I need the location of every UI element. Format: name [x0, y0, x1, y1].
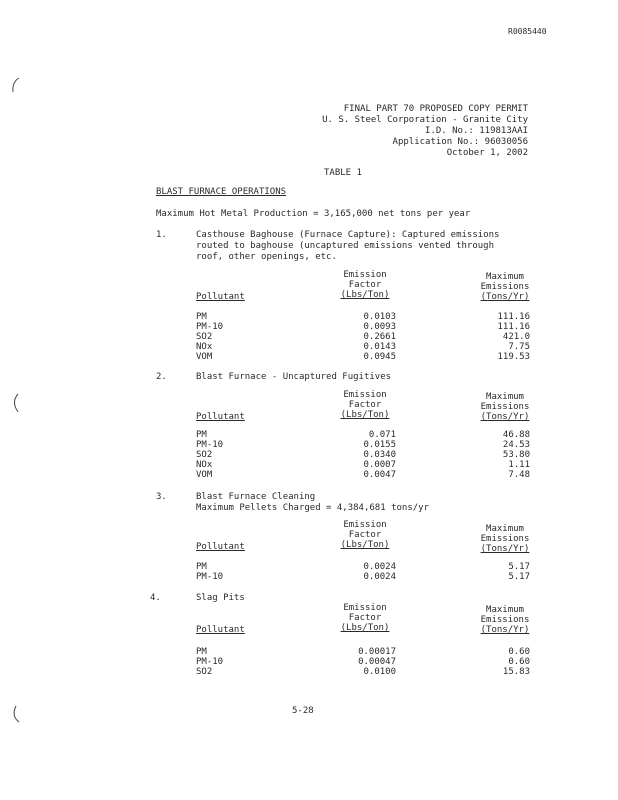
- max-emissions-header: Maximum Emissions (Tons/Yr): [480, 524, 530, 554]
- max-emissions-header: Maximum Emissions (Tons/Yr): [480, 272, 530, 302]
- emission-factor-header: Emission Factor (Lbs/Ton): [340, 390, 390, 420]
- section-description: Blast Furnace Cleaning: [196, 492, 316, 502]
- pollutant-header: Pollutant: [196, 292, 245, 302]
- margin-mark-icon: [10, 704, 20, 724]
- header-line-4: Application No.: 96030056: [392, 137, 528, 147]
- emission-factor-header: Emission Factor (Lbs/Ton): [340, 520, 390, 550]
- pollutant-header: Pollutant: [196, 625, 245, 635]
- section-description: Casthouse Baghouse (Furnace Capture): Captured emissions: [196, 230, 500, 240]
- emission-factor-header: Emission Factor (Lbs/Ton): [340, 270, 390, 300]
- section-description: roof, other openings, etc.: [196, 252, 337, 262]
- header-line-1: FINAL PART 70 PROPOSED COPY PERMIT: [343, 104, 528, 114]
- section-title: BLAST FURNACE OPERATIONS: [156, 187, 287, 197]
- section-number: 2.: [156, 372, 167, 382]
- section-description: Slag Pits: [196, 593, 245, 603]
- header-line-5: October 1, 2002: [446, 148, 528, 158]
- emission-factor-header: Emission Factor (Lbs/Ton): [340, 603, 390, 633]
- margin-mark-icon: [10, 76, 20, 94]
- section-number: 3.: [156, 492, 167, 502]
- production-intro: Maximum Hot Metal Production = 3,165,000 net tons per year: [156, 209, 471, 219]
- document-id: R0085440: [508, 27, 547, 36]
- header-line-3: I.D. No.: 119813AAI: [425, 126, 528, 136]
- section-number: 4.: [150, 593, 161, 603]
- page-number: 5-28: [292, 706, 314, 716]
- pollutant-header: Pollutant: [196, 542, 245, 552]
- max-emissions-header: Maximum Emissions (Tons/Yr): [480, 392, 530, 422]
- section-description: Maximum Pellets Charged = 4,384,681 tons/yr: [196, 503, 429, 513]
- section-number: 1.: [156, 230, 167, 240]
- margin-mark-icon: [10, 392, 20, 414]
- section-description: Blast Furnace - Uncaptured Fugitives: [196, 372, 392, 382]
- header-line-2: U. S. Steel Corporation - Granite City: [322, 115, 528, 125]
- pollutant-header: Pollutant: [196, 412, 245, 422]
- section-description: routed to baghouse (uncaptured emissions vented through: [196, 241, 495, 251]
- max-emissions-header: Maximum Emissions (Tons/Yr): [480, 605, 530, 635]
- table-label: TABLE 1: [324, 168, 362, 178]
